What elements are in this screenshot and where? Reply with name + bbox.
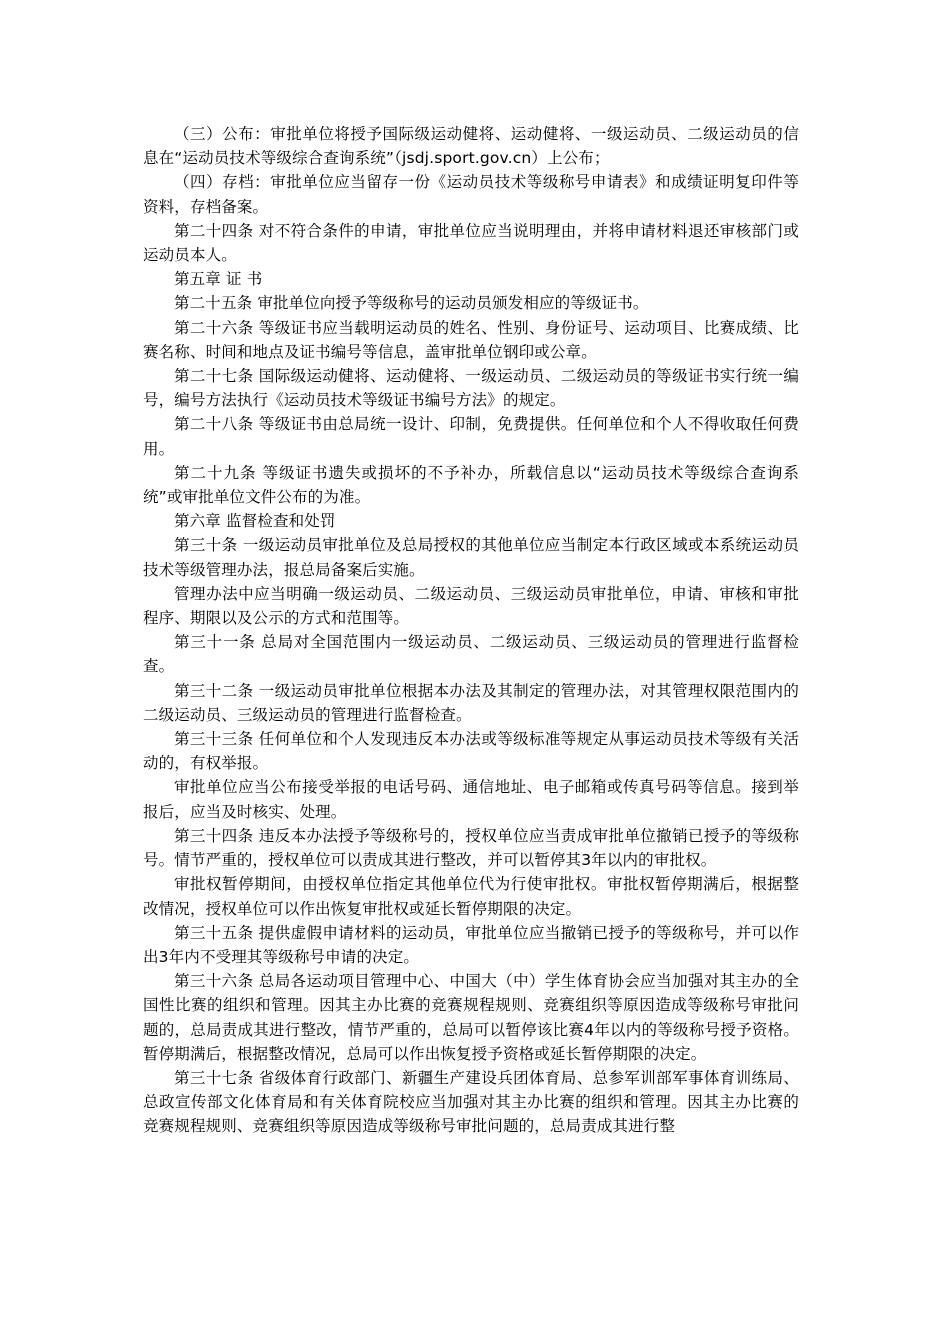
article-28: 第二十八条 等级证书由总局统一设计、印制，免费提供。任何单位和个人不得收取任何费用。 xyxy=(143,415,799,458)
article-29: 第二十九条 等级证书遗失或损坏的不予补办，所载信息以“运动员技术等级综合查询系统”或审批单位文件公布的为准。 xyxy=(143,463,799,507)
article-24: 第二十四条 对不符合条件的申请，审批单位应当说明理由，并将申请材料退还审核部门或运动员本人。 xyxy=(143,221,799,265)
article-26: 第二十六条 等级证书应当载明运动员的姓名、性别、身份证号、运动项目、比赛成绩、比赛名称、时间和地点及证书编号等信息，盖审批单位钢印或公章。 xyxy=(143,318,799,361)
article-36: 第三十六条 总局各运动项目管理中心、中国大（中）学生体育协会应当加强对其主办的全国性比赛的组织和管理。因其主办比赛的竞赛规程规则、竞赛组织等原因造成等级称号审批问题的，总局责成其进行整改，情节严重的，总局可以暂停该比赛4年以内的等级称号授予资格。暂停期满后，根据整改情况，总局可以作出恢复授予资格或延长暂停期限的决定。 xyxy=(143,972,799,1063)
article-35: 第三十五条 提供虚假申请材料的运动员，审批单位应当撤销已授予的等级称号，并可以作出3年内不受理其等级称号申请的决定。 xyxy=(143,923,799,966)
article-27: 第二十七条 国际级运动健将、运动健将、一级运动员、二级运动员的等级证书实行统一编号，编号方法执行《运动员技术等级证书编号方法》的规定。 xyxy=(143,367,799,410)
article-31: 第三十一条 总局对全国范围内一级运动员、二级运动员、三级运动员的管理进行监督检查。 xyxy=(143,633,799,676)
document-body xyxy=(143,122,799,1139)
paragraph-publish: （三）公布：审批单位将授予国际级运动健将、运动健将、一级运动员、二级运动员的信息在“运动员技术等级综合查询系统”（jsdj.sport.gov.cn）上公布； xyxy=(143,125,799,168)
chapter-5-heading: 第五章 证 书 xyxy=(174,270,263,289)
paragraph-archive: （四）存档：审批单位应当留存一份《运动员技术等级称号申请表》和成绩证明复印件等资料，存档备案。 xyxy=(143,173,799,216)
article-32: 第三十二条 一级运动员审批单位根据本办法及其制定的管理办法，对其管理权限范围内的二级运动员、三级运动员的管理进行监督检查。 xyxy=(143,681,799,724)
article-33: 第三十三条 任何单位和个人发现违反本办法或等级标准等规定从事运动员技术等级有关活动的，有权举报。 xyxy=(143,730,799,773)
article-37: 第三十七条 省级体育行政部门、新疆生产建设兵团体育局、总参军训部军事体育训练局、总政宣传部文化体育局和有关体育院校应当加强对其主办比赛的组织和管理。因其主办比赛的竞赛规程规则、竞赛组织等原因造成等级称号审批问题的，总局责成其进行整 xyxy=(143,1068,799,1136)
article-25: 第二十五条 审批单位向授予等级称号的运动员颁发相应的等级证书。 xyxy=(174,294,649,313)
article-30-supplement: 管理办法中应当明确一级运动员、二级运动员、三级运动员审批单位，申请、审核和审批程序、期限以及公示的方式和范围等。 xyxy=(143,584,799,628)
chapter-6-heading: 第六章 监督检查和处罚 xyxy=(174,512,336,531)
article-33-supplement: 审批单位应当公布接受举报的电话号码、通信地址、电子邮箱或传真号码等信息。接到举报后，应当及时核实、处理。 xyxy=(143,778,799,821)
article-30: 第三十条 一级运动员审批单位及总局授权的其他单位应当制定本行政区域或本系统运动员技术等级管理办法，报总局备案后实施。 xyxy=(143,536,799,579)
article-34-supplement: 审批权暂停期间，由授权单位指定其他单位代为行使审批权。审批权暂停期满后，根据整改情况，授权单位可以作出恢复审批权或延长暂停期限的决定。 xyxy=(143,875,799,918)
article-34: 第三十四条 违反本办法授予等级称号的，授权单位应当责成审批单位撤销已授予的等级称号。情节严重的，授权单位可以责成其进行整改，并可以暂停其3年以内的审批权。 xyxy=(143,826,799,870)
